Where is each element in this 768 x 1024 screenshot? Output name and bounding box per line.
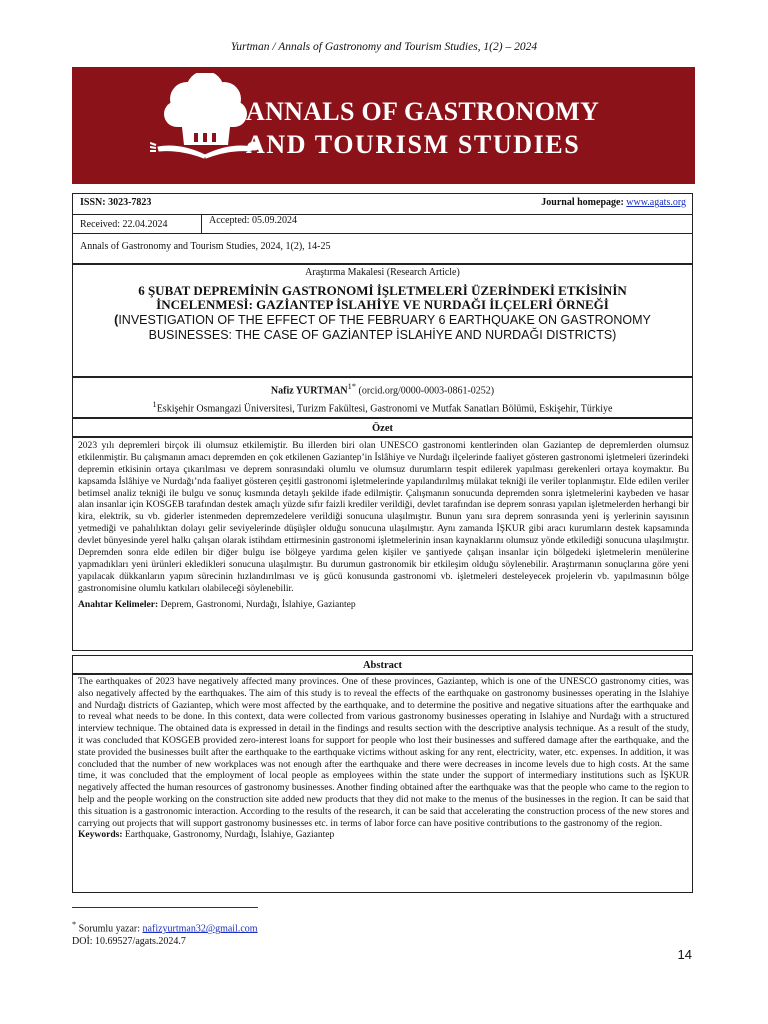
journal-title-line-1: ANNALS OF GASTRONOMY xyxy=(246,97,600,126)
footnote xyxy=(72,918,258,948)
page-number: 14 xyxy=(677,947,692,962)
turkish-title xyxy=(73,284,692,312)
affiliation-line xyxy=(73,400,692,414)
english-title-text: INVESTIGATION OF THE EFFECT OF THE FEBRUARY 6 EARTHQUAKE ON GASTRONOMY BUSINESSES: THE CASE OF GAZİANTEP İSLAHİYE AND NURDAĞI DISTRICTS) xyxy=(118,313,651,342)
article-type: Araştırma Makalesi (Research Article) xyxy=(305,267,460,278)
turkish-title-line-2: İNCELENMESİ: GAZİANTEP İSLAHİYE VE NURDAĞI İLÇELERİ ÖRNEĞİ xyxy=(156,297,609,312)
meta-row-issn xyxy=(73,194,692,215)
turkish-title-line-1: 6 ŞUBAT DEPREMİNİN GASTRONOMİ İŞLETMELERİ ÜZERİNDEKİ ETKİSİNİN xyxy=(138,283,627,298)
corresponding-label: Sorumlu yazar: xyxy=(76,923,143,935)
homepage-label: Journal homepage: xyxy=(541,197,624,208)
english-title xyxy=(73,313,692,343)
issn: ISSN: 3023-7823 xyxy=(80,197,152,208)
footnote-rule xyxy=(72,907,258,908)
affiliation: Eskişehir Osmangazi Üniversitesi, Turizm Fakültesi, Gastronomi ve Mutfak Sanatları Bölümü, Eskişehir, Türkiye xyxy=(156,403,613,415)
orcid: (orcid.org/0000-0003-0861-0252) xyxy=(355,385,495,397)
accepted-date: Accepted: 05.09.2024 xyxy=(209,215,298,226)
chef-hat-fork-spoon-icon xyxy=(150,73,260,179)
journal-homepage xyxy=(541,197,686,208)
author-line xyxy=(73,382,692,396)
doi: DOİ: 10.69527/agats.2024.7 xyxy=(72,936,186,948)
author-email-link[interactable]: nafizyurtman32@gmail.com xyxy=(142,923,258,935)
ozet-keywords-text: Deprem, Gastronomi, Nurdağı, İslahiye, Gaziantep xyxy=(158,599,356,611)
ozet-heading: Özet xyxy=(72,418,693,437)
abstract-keywords xyxy=(78,829,689,841)
abstract-keywords-text: Earthquake, Gastronomy, Nurdağı, İslahiye, Gaziantep xyxy=(122,829,335,841)
citation: Annals of Gastronomy and Tourism Studies, 2024, 1(2), 14-25 xyxy=(80,241,331,252)
ozet-body: 2023 yılı depremleri birçok ili olumsuz etkilemiştir. Bu illerden biri olan UNESCO gastronomi kentlerinden olan Gaziantep de depremlerden olumsuz etkilenmiştir. Bu çalışmanın amacı depremden en çok etkilenen Gaziantep’in İslâhiye ve Nurdağı ilçelerinde faaliyet gösteren gastronomi işletmeleri üzerindeki depremin etkisinin ortaya çıkarılması ve deprem sonrasındaki olumlu ve olumsuz durumların tespit edilerek yapılması gerekenleri ortaya koymaktır. Bu kapsamda İslâhiye ve Nurdağı’nda faaliyet gösteren çeşitli gastronomi işletmelerinde yapılandırılmış mülakat tekniği ile veriler toplanmıştır. Elde edilen veriler betimsel analiz tekniği ile bulgu ve sonuç kısmında detaylı şekilde ifade edilmiştir. Çalışmanın sonucunda depremden sonra işletmelerini kaybeden ve hasar alan insanlar için KOSGEB tarafından destek amaçlı yüzde sıfır faizli krediler verildiği, devlet tarafından ise deprem sonrası yapılan işletmelerden herhangi bir kira, elektrik, su vb. giderler istenmeden depremzedelere verildiği sonucuna ulaşılmıştır. Bunun yanı sıra deprem sonrasında yeni iş yerlerinin sayısının yetmediği ve pahalılıktan dolayı gelir seviyelerinde düşüşler olduğu sonucuna ulaşılmıştır. Aynı zamanda İŞKUR gibi aracı kurumların destek kapsamında devlet bünyesinde yerel halkı çalışan olarak istihdam ettirmesinin gastronomi işletmelerinin insan kaynaklarını olumsuz yönde etkilediği sonucuna ulaşılmıştır. Depremden sonra elde edilen bir diğer bulgu ise bölgeye yardıma gelen kişiler ve şantiyede çalışan insanlar için bölgedeki işletmelerin menülerine yapmadıkları yeni ürünleri ekledikleri sonucuna ulaşılmıştır. Bu durumun gastronomik bir etkileşim olduğu söylenebilir. Araştırmanın sonuçlarına göre yeni yapılacak dükkanların yapım sürecinin hızlandırılması ve iş gücü konusunda gastronomi vb. işletmeleri desteleyecek projelerin vb. yapılmasının bölge gastronomisine olumlu katkıları olabileceği söylenebilir. xyxy=(78,440,689,594)
received-date: Received: 22.04.2024 xyxy=(80,219,168,230)
ozet-keywords xyxy=(78,599,689,611)
running-head: Yurtman / Annals of Gastronomy and Tourism Studies, 1(2) – 2024 xyxy=(230,41,538,53)
author-name: Nafiz YURTMAN xyxy=(270,385,348,397)
journal-title-line-2: AND TOURISM STUDIES xyxy=(246,130,581,159)
meta-row-citation xyxy=(73,233,692,264)
english-title-paren: ( xyxy=(114,313,119,327)
ozet-keywords-label: Anahtar Kelimeler: xyxy=(78,599,159,611)
author-sup: 1* xyxy=(347,382,356,391)
date-divider xyxy=(201,214,202,233)
abstract-body: The earthquakes of 2023 have negatively affected many provinces. One of these provinces, Gaziantep, which is one of the UNESCO gastronomy cities, was also negatively affected by the earthquakes. The aim of this study is to reveal the effects of the earthquake on gastronomy businesses operating in the Islahiye and Nurdağı districts of Gaziantep, which were most affected by the earthquake, and to determine the positive and negative situations after the earthquake and to reveal what needs to be done. In this context, data were collected from various gastronomy businesses operating in Islahiye and Nurdağı with a structured interview technique. The obtained data is expressed in detail in the findings and results section with the descriptive analysis technique. As a result of the study, it was concluded that KOSGEB provided zero-interest loans for support for people who lost their businesses and suffered damage after the earthquake, and the state provided the businesses built after the earthquake to the earthquake victims without asking for any rent, electricity, water, etc. expenses. In addition, it was concluded that the number of new workplaces was not enough after the earthquake and there were decreases in income levels due to high costs. At the same time, it was concluded that the employment of local people as employees within the state under the support of intermediary institutions such as İŞKUR negatively affected the human resources of gastronomy businesses. Another finding obtained after the earthquake was that the people who came to the region to help and the people working on the construction site added new products that they did not make to the menus of the businesses in the region. It can be said that this situation is a gastronomic interaction. According to the results of the research, it can be said that accelerating the construction process of the new stores and carrying out projects that will support gastronomy businesses etc. in terms of labor force can have positive contributions to the gastronomy of the region. xyxy=(78,676,689,829)
article-meta-box xyxy=(72,193,693,264)
affiliation-sup: 1 xyxy=(152,400,157,410)
meta-row-dates xyxy=(73,214,692,234)
abstract-heading: Abstract xyxy=(72,655,693,674)
author-box xyxy=(72,377,693,418)
footnote-star: * xyxy=(72,920,77,929)
title-box xyxy=(72,264,693,377)
journal-title xyxy=(246,95,599,161)
abstract-section xyxy=(72,674,693,893)
journal-banner xyxy=(72,67,695,184)
corresponding-author xyxy=(72,918,258,935)
homepage-link[interactable]: www.agats.org xyxy=(626,197,686,208)
abstract-keywords-label: Keywords: xyxy=(78,829,123,841)
ozet-section xyxy=(72,437,693,651)
